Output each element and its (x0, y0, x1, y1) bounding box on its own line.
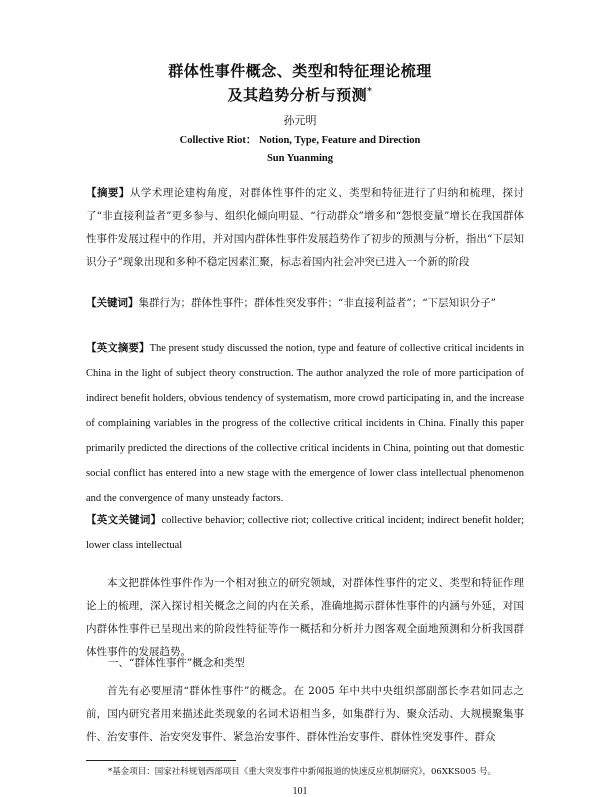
body-intro-paragraph: 本文把群体性事件作为一个相对独立的研究领域，对群体性事件的定义、类型和特征作理论上的梳理，深入探讨相关概念之间的内在关系，准确地揭示群体性事件的内涵与外延，对国内群体性事件已呈现出来的阶段性特征等作一概括和分析并力图客观全面地预测和分析我国群体性事件的发展趋势。 (86, 577, 524, 658)
keywords-text: 集群行为；群体性事件；群体性突发事件；“非直接利益者”；“下层知识分子” (138, 297, 496, 309)
abstract-label: 【摘要】 (86, 187, 130, 199)
keywords-label: 【关键词】 (86, 297, 139, 309)
paper-title-english: Collective Riot： Notion, Type, Feature and Direction (179, 135, 421, 146)
paper-title-line1: 群体性事件概念、类型和特征理论梳理 (168, 62, 432, 80)
abstract-en-text: The present study discussed the notion, type and feature of collective critical incidents in China in the light of subject theory construction. The author analyzed the role of more participation of indirect benefit holders, obvious tendency of systematism, more crowd participating in, and the increase of complaining variables in the progress of the collective critical incidents in China. Finally this paper primarily predicted the directions of the collective critical incidents in China, pointing out that domestic social conflict has entered into a new stage with the emergence of lower class intellectual phenomenon and the convergence of many unsteady factors. (86, 343, 524, 504)
paper-title-line2: 及其趋势分析与预测* (227, 86, 373, 104)
keywords-chinese (86, 292, 524, 315)
author-chinese: 孙元明 (283, 114, 317, 127)
keywords-english (86, 508, 524, 558)
title-footnote-mark: * (367, 87, 373, 97)
abstract-chinese (86, 182, 524, 294)
footnote: *基金项目：国家社科规划西部项目《重大突发事件中新闻报道的快速反应机制研究》，06XKS005 号。 (108, 767, 496, 777)
author-english: Sun Yuanming (266, 153, 334, 164)
abstract-en-label: 【英文摘要】 (86, 343, 150, 354)
body-paragraph-2: 首先有必要厘清“群体性事件”的概念。在 2005 年中共中央组织部副部长李君如同志之前，国内研究者用来描述此类现象的名词术语相当多，如集群行为、聚众活动、大规模聚集事件、治安事件、治安突发事件、紧急治安事件、群体性治安事件、群体性突发事件、群众 (86, 685, 524, 743)
keywords-en-text: collective behavior; collective riot; collective critical incident; indirect benefit holder; lower class intellectual (86, 515, 525, 551)
keywords-en-label: 【英文关键词】 (86, 515, 162, 526)
footnote-rule (86, 760, 236, 761)
abstract-text: 从学术理论建构角度，对群体性事件的定义、类型和特征进行了归纳和梳理，探讨了“非直接利益者”更多参与、组织化倾向明显、“行动群众”增多和“怨恨变量”增长在我国群体性事件发展过程中的作用，并对国内群体性事件发展趋势作了初步的预测与分析，指出“下层知识分子”现象出现和多种不稳定因素汇聚，标志着国内社会冲突已进入一个新的阶段 (86, 187, 525, 268)
section-heading-1: 一、“群体性事件”概念和类型 (108, 657, 245, 669)
abstract-english (86, 336, 524, 511)
page-number: 101 (292, 786, 308, 797)
